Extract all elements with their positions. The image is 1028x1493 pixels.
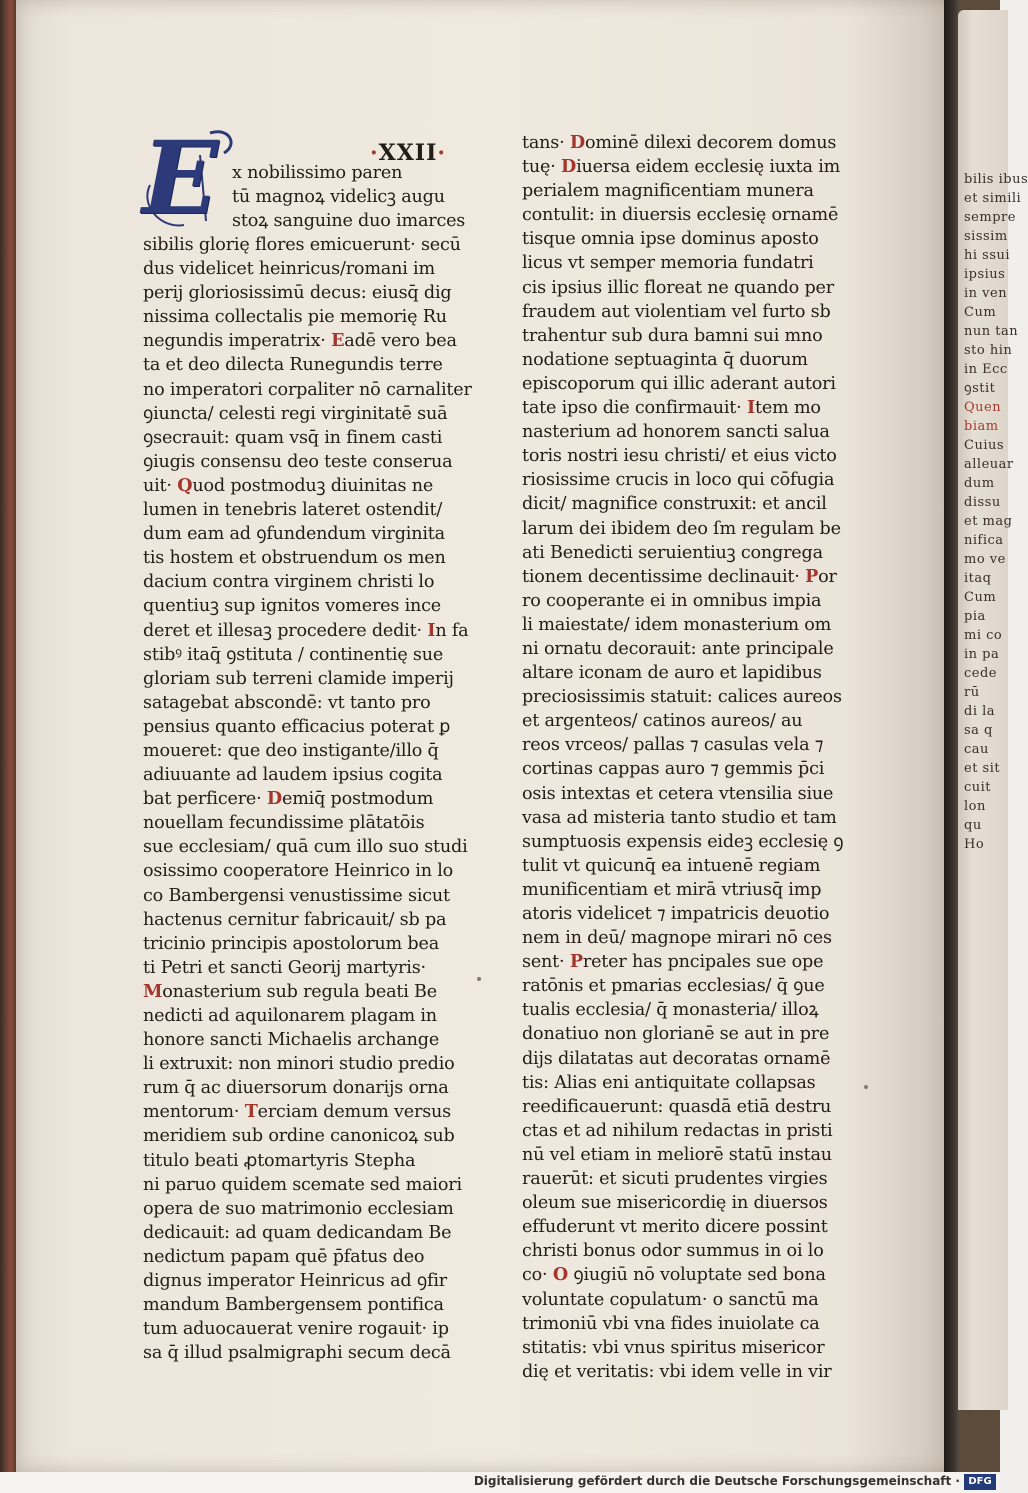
facing-page-line: sto hin — [964, 343, 1013, 358]
facing-page-line: di la — [964, 704, 996, 719]
facing-page-line: itaq — [964, 571, 992, 586]
right_column-line: episcoporum qui illic aderant autori — [522, 373, 836, 394]
right_column-line: effuderunt vt merito dicere possint — [522, 1217, 828, 1238]
right_column-line: tualis ecclesia/ q̄ monasteria/ illoꝝ — [522, 1000, 819, 1021]
left_column-line: ꝯiuncta/ celesti regi virginitatē suā — [143, 403, 448, 424]
facing-page-line: Quen — [964, 400, 1002, 415]
left_column-line: ꝯsecrauit: quam vsq̄ in finem casti — [143, 427, 443, 448]
facing-page-line: mi co — [964, 628, 1003, 643]
right_column-line: li maiestate/ idem monasterium om — [522, 614, 832, 635]
left_column-line: uit· Quod postmoduꝫ diuinitas ne — [143, 474, 434, 496]
left_column-line: honore sancti Michaelis archange — [143, 1030, 440, 1051]
right_column-line: tate ipso die confirmauit· Item mo — [522, 397, 821, 419]
right_column-line: ctas et ad nihilum redactas in pristi — [522, 1120, 833, 1141]
left_column_head-line: tū magnoꝝ videlicꝫ augu — [232, 187, 445, 208]
left-column — [143, 233, 472, 1365]
left_column-line: osissimo cooperatore Heinrico in lo — [143, 861, 454, 882]
right_column-line: ro cooperante ei in omnibus impia — [522, 590, 822, 611]
footer-funding-text: Digitalisierung gefördert durch die Deutsche Forschungsgemeinschaft · — [473, 1474, 960, 1488]
left_column-line: co Bambergensi venustissime sicut — [143, 885, 450, 906]
left_column-line: quentiuꝫ sup ignitos vomeres ince — [143, 596, 441, 617]
right_column-line: tisque omnia ipse dominus aposto — [522, 229, 819, 250]
left_column-line: titulo beati ꝓtomartyris Stepha — [143, 1150, 416, 1171]
left_column-line: tis hostem et obstruendum os men — [143, 548, 446, 569]
facing-page-line: in pa — [964, 647, 1000, 662]
facing-page-line: in Ecc — [964, 362, 1008, 377]
facing-page-line: nun tan — [964, 324, 1019, 339]
left_column-line: negundis imperatrix· Eadē vero bea — [143, 330, 457, 352]
left_column-line: sa q̄ illud psalmigraphi secum decā — [143, 1343, 451, 1364]
right_column-line: ati Benedicti seruientiuꝫ congrega — [522, 542, 823, 563]
facing-page-line: cuit — [964, 780, 992, 795]
left_column-line: sue ecclesiam/ quā cum illo suo studi — [143, 837, 468, 858]
left_column-line: perij gloriosissimū decus: eiusq̄ dig — [143, 283, 452, 304]
right_column-line: contulit: in diuersis ecclesię ornamē — [522, 205, 839, 226]
right_column-line: preciosissimis statuit: calices aureos — [522, 687, 842, 708]
right_column-line: atoris videlicet ⁊ impatricis deuotio — [522, 904, 830, 924]
left_column-line: dignus imperator Heinricus ad ꝯfir — [143, 1271, 447, 1292]
left_column-line: dus videlicet heinricus/romani im — [143, 259, 435, 280]
facing-page-line: pia — [964, 609, 986, 624]
left_column-line: mandum Bambergensem pontifica — [143, 1295, 444, 1316]
left_column-line: ni paruo quidem scemate sed maiori — [143, 1174, 462, 1195]
dfg-logo: DFG — [964, 1474, 996, 1490]
left_column-line: mentorum· Terciam demum versus — [143, 1101, 451, 1123]
left_column-line: tricinio principis apostolorum bea — [143, 933, 439, 954]
facing-page-line: dum — [964, 476, 995, 491]
left_column-line: meridiem sub ordine canonicoꝝ sub — [143, 1126, 455, 1147]
folio-text: XXII — [378, 140, 438, 166]
facing-page-line: et simili — [964, 191, 1022, 206]
facing-page-line: mo ve — [964, 552, 1006, 567]
facing-page-line: dissu — [964, 495, 1001, 510]
left_column-line: no imperatori corpaliter nō carnaliter — [143, 379, 472, 400]
facing-page-line: bilis ibus — [964, 172, 1028, 187]
right_column-line: dię et veritatis: vbi idem velle in vir — [522, 1361, 832, 1382]
right_column-line: dijs dilatatas aut decoratas ornamē — [522, 1048, 831, 1069]
left_column-line: gloriam sub terreni clamide imperij — [143, 668, 454, 689]
right_column-line: licus vt semper memoria fundatri — [522, 253, 814, 274]
paper-speck — [864, 1085, 868, 1089]
right_column-line: tulit vt quicunq̄ ea intuenē regiam — [522, 855, 821, 876]
right_column-line: larum dei ibidem deo ſm regulam be — [522, 518, 841, 539]
book-binding-edge — [0, 0, 16, 1472]
left_column-line: li extruxit: non minori studio predio — [143, 1054, 455, 1075]
right_column-line: donatiuo non glorianē se aut in pre — [522, 1024, 830, 1045]
right_column-line: tuę· Diuersa eidem ecclesię iuxta im — [522, 156, 841, 178]
facing-page-line: in ven — [964, 286, 1008, 301]
right_column-line: cortinas cappas auro ⁊ gemmis p̄ci — [522, 759, 825, 780]
right-column — [522, 131, 844, 1384]
folio-rubric-mark: · — [370, 140, 379, 166]
facing-page-line: ꝯstit — [964, 381, 996, 396]
paper-speck — [477, 977, 481, 981]
right_column-line: tans· Dominē dilexi decorem domus — [522, 132, 837, 153]
left_column-line: rum q̄ ac diuersorum donarijs orna — [143, 1078, 449, 1099]
right_column-line: nasterium ad honorem sancti salua — [522, 422, 830, 443]
right_column-line: vasa ad misteria tanto studio et tam — [522, 807, 837, 828]
right_column-line: sent· Preter has pncipales sue ope — [522, 951, 824, 973]
right_column-line: et argenteos/ catinos aureos/ au — [522, 711, 803, 732]
facing-page-line: qu — [964, 818, 982, 833]
left_column-line: dacium contra virginem christi lo — [143, 572, 435, 593]
right_column-line: voluntate copulatum· o sanctū ma — [522, 1289, 819, 1310]
facing-page-line: sissim — [964, 229, 1008, 244]
right_column-line: nū vel etiam in meliorē statū instau — [522, 1144, 832, 1165]
right_column-line: reos vrceos/ pallas ⁊ casulas vela ⁊ — [522, 735, 824, 756]
left_column-line: nedicti ad aquilonarem plagam in — [143, 1006, 437, 1026]
facing-page-line: ipsius — [964, 267, 1006, 282]
right_column-line: trimoniū vbi vna fides inuiolate ca — [522, 1313, 820, 1334]
facing-page-line: nifica — [964, 533, 1004, 548]
left_column-line: nedictum papam quē p̄fatus deo — [143, 1246, 425, 1267]
right_column-line: oleum sue misericordię in diuersos — [522, 1193, 828, 1214]
right_column-line: altare iconam de auro et lapidibus — [522, 663, 822, 684]
folio-rubric-mark-end: · — [437, 140, 447, 166]
right_column-line: ni ornatu decorauit: ante principale — [522, 638, 834, 659]
left_column-line: opera de suo matrimonio ecclesiam — [143, 1198, 454, 1219]
facing-page-text — [964, 170, 1028, 1170]
left_column-line: dum eam ad ꝯfundendum virginita — [143, 524, 445, 545]
left_column-line: ta et deo dilecta Runegundis terre — [143, 355, 443, 376]
left_column_head-line: stoꝝ sanguine duo imarces — [232, 211, 466, 232]
left_column-line: nissima collectalis pie memorię Ru — [143, 307, 447, 328]
facing-page-line: et sit — [964, 761, 1001, 776]
facing-page-line: alleuar — [964, 457, 1014, 472]
right_column-line: trahentur sub dura bamni sui mno — [522, 325, 823, 346]
left_column-line: adiuuante ad laudem ipsius cogita — [143, 765, 443, 786]
left_column-line: Monasterium sub regula beati Be — [143, 980, 437, 1002]
left_column-line: moueret: que deo instigante/illo q̄ — [143, 740, 439, 761]
facing-page-line: Cuius — [964, 438, 1005, 453]
right_column-line: tionem decentissime declinauit· Por — [522, 565, 837, 587]
left_column-line: satagebat abscondē: vt tanto pro — [143, 692, 431, 713]
left_column-line: bat perficere· Demiq̄ postmodum — [143, 788, 434, 810]
right_column-line: riosissime crucis in loco qui cōfugia — [522, 470, 835, 491]
right_column-line: dicit/ magnifice construxit: et ancil — [522, 494, 827, 515]
right_column-line: fraudem aut violentiam vel furto sb — [522, 301, 831, 322]
right_column-line: nodatione septuaginta q̄ duorum — [522, 349, 808, 370]
left_column-line: sibilis glorię flores emicuerunt· secū — [143, 235, 461, 255]
left_column-line: stibꝰ itaq̄ ꝯstituta / continentię sue — [143, 644, 444, 665]
left_column-line: pensius quanto efficacius poterat ꝑ — [143, 716, 451, 737]
right_column-line: nem in deū/ magnope mirari nō ces — [522, 928, 832, 949]
left_column-line: ꝯiugis consensu deo teste conserua — [143, 451, 453, 472]
right_column-line: co· O ꝯiugiū nō voluptate sed bona — [522, 1264, 826, 1286]
right_column-line: sumptuosis expensis eideꝫ ecclesię ꝯ — [522, 831, 844, 852]
right_column-line: osis intextas et cetera vtensilia siue — [522, 783, 834, 804]
right_column-line: cis ipsius illic floreat ne quando per — [522, 277, 834, 298]
right_column-line: tis: Alias eni antiquitate collapsas — [522, 1072, 816, 1093]
facing-page-line: et mag — [964, 514, 1013, 529]
facing-page-line: hi ssui — [964, 248, 1011, 263]
right_column-line: toris nostri iesu christi/ et eius victo — [522, 446, 837, 467]
illuminated-initial: E — [142, 119, 219, 237]
facing-page-line: sempre — [964, 210, 1016, 225]
left_column-line: deret et illesaꝫ procedere dedit· In fa — [143, 619, 469, 641]
right_column-line: munificentiam et mirā vtriusq̄ imp — [522, 879, 822, 900]
left_column-line: tum aduocauerat venire rogauit· ip — [143, 1319, 449, 1340]
left_column-line: lumen in tenebris lateret ostendit/ — [143, 500, 443, 521]
facing-page-line: cau — [964, 742, 989, 757]
facing-page-line: Cum — [964, 590, 997, 605]
facing-page-line: Ho — [964, 837, 985, 852]
left-column-head — [232, 161, 472, 233]
right_column-line: christi bonus odor summus in oi lo — [522, 1241, 824, 1262]
facing-page-line: lon — [964, 799, 986, 814]
facing-page-line: cede — [964, 666, 997, 681]
right_column-line: perialem magnificentiam munera — [522, 181, 814, 202]
left_column-line: nouellam fecundissime plātatōis — [143, 813, 425, 834]
left_column-line: ti Petri et sancti Georij martyris· — [143, 957, 426, 978]
right_column-line: reedificauerunt: quasdā etiā destru — [522, 1096, 832, 1117]
right_column-line: rauerūt: et sicuti prudentes virgies — [522, 1169, 828, 1190]
facing-page-line: sa q — [964, 723, 993, 738]
right_column-line: ratōnis et pmarias ecclesias/ q̄ ꝯue — [522, 976, 825, 997]
facing-page-line: rū — [964, 685, 980, 700]
left_column-line: hactenus cernitur fabricauit/ sb pa — [143, 909, 447, 930]
right_column-line: stitatis: vbi vnus spiritus misericor — [522, 1337, 825, 1358]
left_column_head-line: x nobilissimo paren — [232, 163, 403, 183]
left_column-line: dedicauit: ad quam dedicandam Be — [143, 1222, 452, 1243]
facing-page-line: biam — [964, 419, 999, 434]
facing-page-line: Cum — [964, 305, 997, 320]
footer-bar — [0, 1472, 1000, 1493]
